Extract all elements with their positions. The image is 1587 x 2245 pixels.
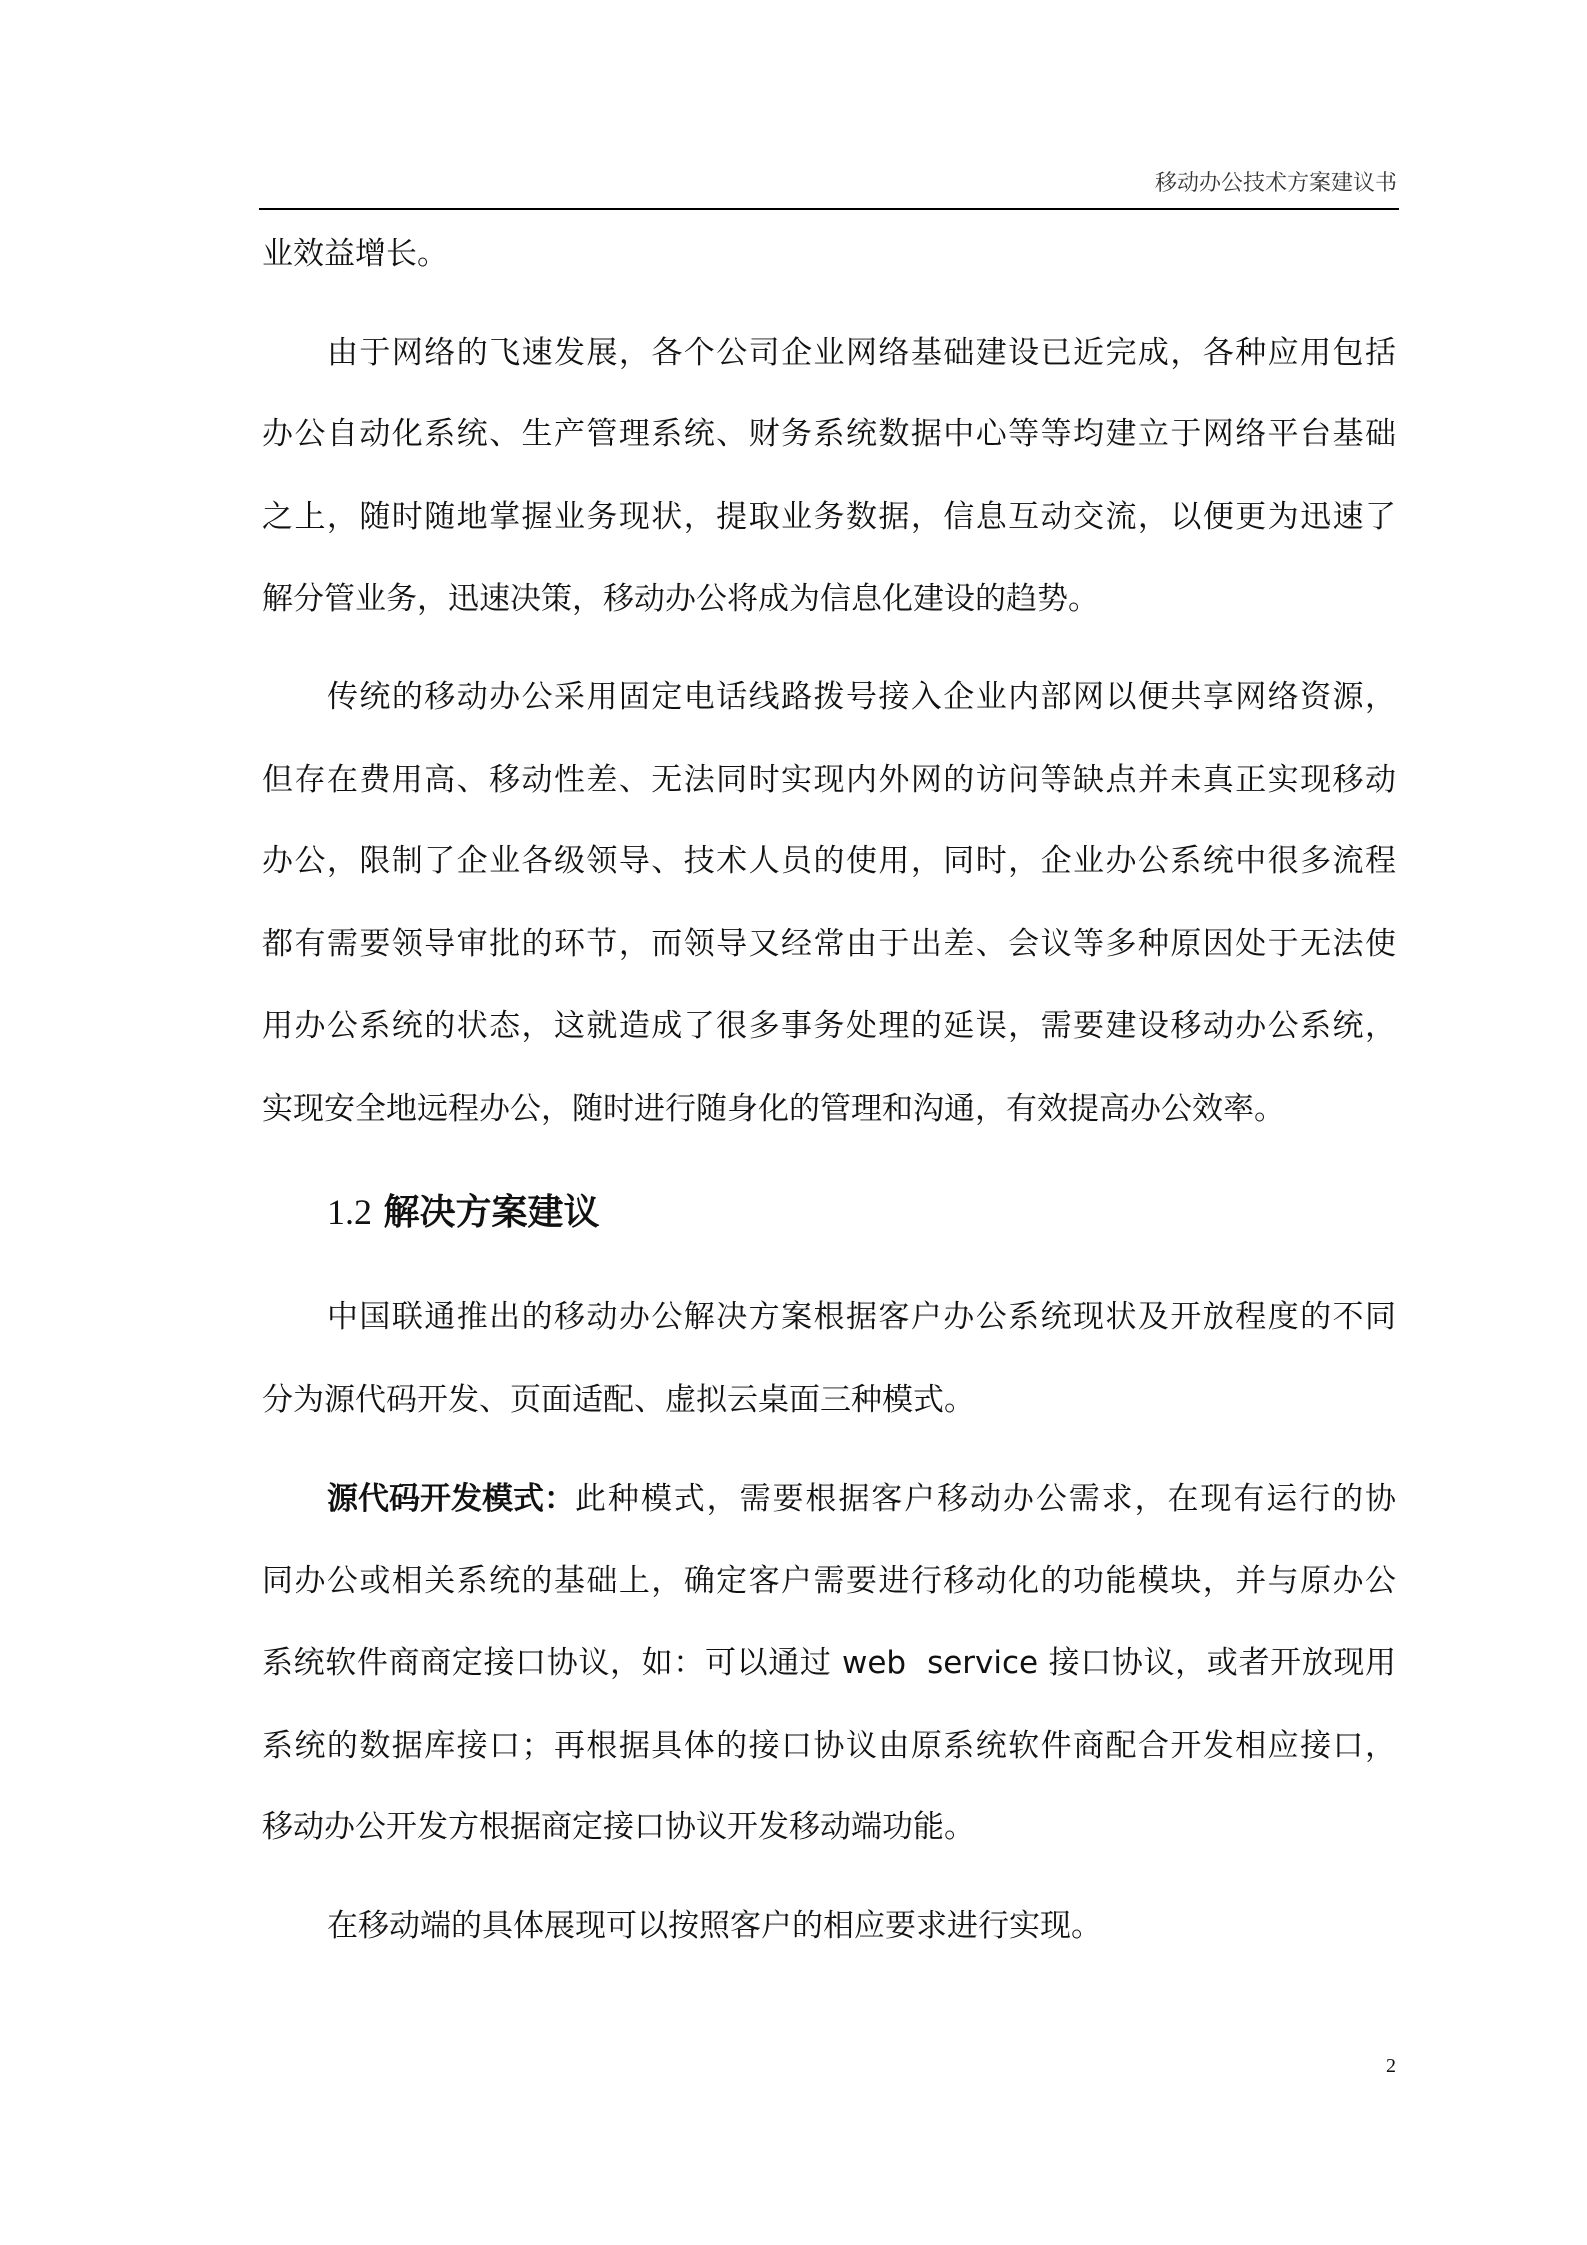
paragraph-line: 之上，随时随地掌握业务现状，提取业务数据，信息互动交流，以便更为迅速了 xyxy=(262,499,1396,535)
paragraph-line: 分为源代码开发、页面适配、虚拟云桌面三种模式。 xyxy=(262,1382,975,1418)
paragraph-line: 同办公或相关系统的基础上，确定客户需要进行移动化的功能模块，并与原办公 xyxy=(262,1563,1396,1599)
section-title: 解决方案建议 xyxy=(383,1192,600,1233)
bold-lead: 源代码开发模式： xyxy=(327,1481,575,1517)
paragraph-line: 中国联通推出的移动办公解决方案根据客户办公系统现状及开放程度的不同 xyxy=(327,1299,1396,1335)
running-header: 移动办公技术方案建议书 xyxy=(1154,171,1397,196)
paragraph-line: 在移动端的具体展现可以按照客户的相应要求进行实现。 xyxy=(327,1908,1102,1944)
paragraph-line: 业效益增长。 xyxy=(262,236,448,272)
paragraph-line: 用办公系统的状态，这就造成了很多事务处理的延误，需要建设移动办公系统， xyxy=(262,1008,1396,1044)
paragraph-line: 办公，限制了企业各级领导、技术人员的使用，同时，企业办公系统中很多流程 xyxy=(262,843,1396,879)
paragraph-line xyxy=(327,1479,1396,1519)
paragraph-line: 由于网络的飞速发展，各个公司企业网络基础建设已近完成，各种应用包括 xyxy=(327,335,1396,371)
header-rule xyxy=(259,208,1399,210)
page-number: 2 xyxy=(1386,2055,1396,2077)
line-text: 此种模式，需要根据客户移动办公需求，在现有运行的协 xyxy=(575,1481,1396,1517)
paragraph-line: 传统的移动办公采用固定电话线路拨号接入企业内部网以便共享网络资源， xyxy=(327,679,1396,715)
paragraph-line: 系统软件商商定接口协议，如：可以通过 web service 接口协议，或者开放现用 xyxy=(262,1645,1396,1681)
paragraph-line: 办公自动化系统、生产管理系统、财务系统数据中心等等均建立于网络平台基础 xyxy=(262,416,1396,452)
paragraph-line: 实现安全地远程办公，随时进行随身化的管理和沟通，有效提高办公效率。 xyxy=(262,1091,1285,1127)
section-heading xyxy=(327,1190,599,1235)
paragraph-line: 系统的数据库接口；再根据具体的接口协议由原系统软件商配合开发相应接口， xyxy=(262,1728,1396,1764)
paragraph-line: 都有需要领导审批的环节，而领导又经常由于出差、会议等多种原因处于无法使 xyxy=(262,926,1396,962)
paragraph-line: 但存在费用高、移动性差、无法同时实现内外网的访问等缺点并未真正实现移动 xyxy=(262,762,1396,798)
section-number: 1.2 xyxy=(327,1192,372,1232)
paragraph-line: 解分管业务，迅速决策，移动办公将成为信息化建设的趋势。 xyxy=(262,581,1099,617)
paragraph-line: 移动办公开发方根据商定接口协议开发移动端功能。 xyxy=(262,1809,975,1845)
